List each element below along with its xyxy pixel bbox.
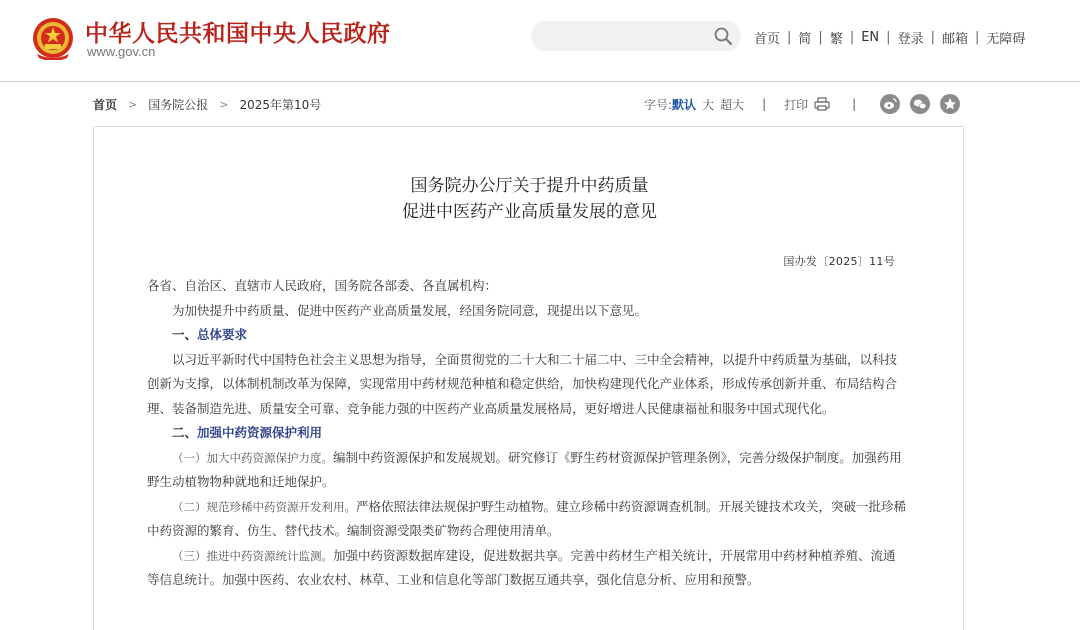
section-title: 加强中药资源保护利用	[197, 425, 323, 440]
search-input[interactable]	[531, 21, 741, 51]
nav-separator: |	[849, 30, 855, 45]
nav-simplified[interactable]: 简	[798, 32, 812, 47]
item-label: （三）推进中药资源统计监测。	[172, 548, 333, 563]
list-item	[147, 446, 907, 495]
font-size-label: 字号:	[644, 97, 673, 112]
top-nav	[754, 28, 1025, 47]
weibo-icon[interactable]	[880, 94, 900, 114]
section-heading-1	[147, 323, 907, 348]
wechat-icon[interactable]	[910, 94, 930, 114]
site-url: www.gov.cn	[87, 44, 156, 59]
printer-icon[interactable]	[814, 97, 830, 111]
nav-separator: |	[818, 30, 823, 45]
section-number: 二、	[172, 425, 198, 440]
nav-home[interactable]: 首页	[754, 32, 781, 47]
nav-mail[interactable]: 邮箱	[941, 32, 968, 47]
site-title[interactable]: 中华人民共和国中央人民政府	[85, 21, 391, 47]
article-title-line2: 促进中医药产业高质量发展的意见	[402, 202, 657, 222]
nav-separator: |	[930, 30, 935, 45]
article-toolbar	[644, 94, 960, 114]
breadcrumb-home[interactable]: 首页	[93, 98, 118, 112]
item-text: 编制中药资源保护和发展规划。研究修订《野生药材资源保护管理条例》，完善分级保护制度。加强药用野生动植物物种就地和迁地保护。	[147, 449, 902, 489]
chevron-right-icon: >	[219, 98, 229, 111]
favorite-icon[interactable]	[940, 94, 960, 114]
national-emblem-icon[interactable]	[31, 14, 75, 60]
document-number: 国办发〔2025〕11号	[783, 255, 895, 268]
search-icon[interactable]	[713, 26, 733, 46]
site-header	[0, 0, 1080, 82]
font-size-large[interactable]: 大	[702, 97, 715, 112]
article-title-line1: 国务院办公厅关于提升中药质量	[410, 176, 649, 196]
addressee: 各省、自治区、直辖市人民政府，国务院各部委、各直属机构：	[147, 278, 498, 293]
item-text: 严格依照法律法规保护野生动植物。建立珍稀中药资源调查机制。开展关键技术攻关，突破一批珍稀中药资源的繁育、仿生、替代技术。编制资源受限类矿物药合理使用清单。	[147, 498, 907, 538]
nav-separator: |	[787, 30, 792, 45]
font-size-default[interactable]: 默认	[672, 97, 697, 112]
nav-english[interactable]: EN	[861, 30, 880, 45]
breadcrumb-bulletin[interactable]: 国务院公报	[148, 98, 209, 112]
nav-traditional[interactable]: 繁	[829, 32, 843, 47]
chevron-right-icon: >	[128, 98, 138, 111]
section-paragraph-1: 以习近平新时代中国特色社会主义思想为指导，全面贯彻党的二十大和二十届二中、三中全会精神，以提升中药质量为基础，以科技创新为支撑，以体制机制改革为保障，实现常用中药材规范种植和稳定供给，加快构建现代化产业体系，形成传承创新并重、布局结构合理、装备制造先进、质量安全可靠、竞争能力强的中医药产业高质量发展格局，更好增进人民健康福祉和服务中国式现代化。	[147, 351, 898, 416]
section-heading-2	[147, 421, 907, 446]
breadcrumb-issue[interactable]: 2025年第10号	[239, 98, 322, 112]
nav-accessibility[interactable]: 无障碍	[986, 32, 1026, 47]
list-item	[147, 495, 907, 544]
section-number: 一、	[172, 327, 198, 342]
item-label: （一）加大中药资源保护力度。	[172, 450, 333, 465]
section-title: 总体要求	[197, 327, 248, 342]
nav-separator: |	[886, 30, 891, 45]
nav-separator: |	[974, 30, 980, 45]
item-text: 加强中药资源数据库建设，促进数据共享。完善中药材生产相关统计，开展常用中药材种植养殖、流通等信息统计。加强中医药、农业农村、林草、工业和信息化等部门数据互通共享，强化信息分析、应用和预警。	[147, 547, 896, 587]
print-button[interactable]: 打印	[784, 97, 809, 112]
toolbar-divider: |	[852, 97, 857, 111]
toolbar-divider: |	[762, 97, 767, 111]
list-item	[147, 544, 907, 593]
font-size-xlarge[interactable]: 超大	[720, 97, 745, 112]
article-body	[147, 274, 907, 593]
intro-paragraph: 为加快提升中药质量、促进中医药产业高质量发展，经国务院同意，现提出以下意见。	[172, 302, 648, 318]
article-card	[93, 126, 964, 630]
nav-login[interactable]: 登录	[897, 32, 924, 47]
breadcrumb	[93, 96, 321, 113]
item-label: （二）规范珍稀中药资源开发利用。	[172, 499, 356, 514]
